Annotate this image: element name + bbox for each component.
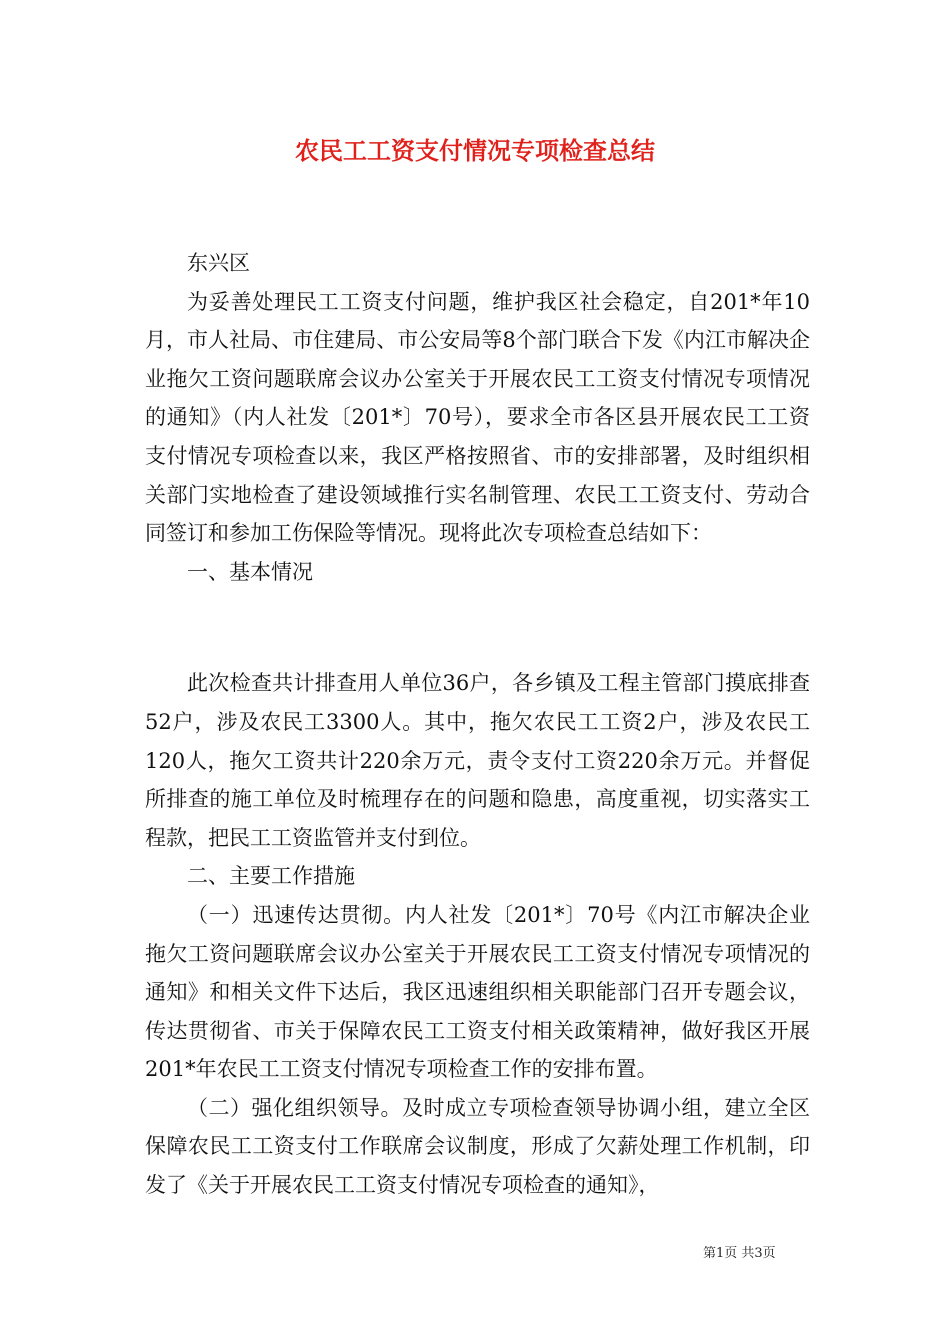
section-heading-basic: 一、基本情况 — [187, 559, 313, 584]
measure-paragraph-2: （二）强化组织领导。及时成立专项检查领导协调小组，建立全区保障农民工工资支付工作联席会议制度，形成了欠薪处理工作机制，印发了《关于开展农民工工资支付情况专项检查的通知》， — [145, 1095, 810, 1198]
measure-paragraph-1: （一）迅速传达贯彻。内人社发〔201*〕70号《内江市解决企业拖欠工资问题联席会议办公室关于开展农民工工资支付情况专项情况的通知》和相关文件下达后，我区迅速组织相关职能部门召开专题会议，传达贯彻省、市关于保障农民工工资支付相关政策精神，做好我区开展201*年农民工工资支付情况专项检查工作的安排布置。 — [145, 902, 810, 1082]
page-number: 第1页 共3页 — [703, 1246, 776, 1261]
document-title: 农民工工资支付情况专项检查总结 — [295, 136, 655, 165]
district-name: 东兴区 — [187, 251, 250, 275]
basic-situation-paragraph: 此次检查共计排查用人单位36户，各乡镇及工程主管部门摸底排查52户，涉及农民工3300人。其中，拖欠农民工工资2户，涉及农民工120人，拖欠工资共计220余万元，责令支付工资220余万元。并督促所排查的施工单位及时梳理存在的问题和隐患，高度重视，切实落实工程款，把民工工资监管并支付到位。 — [145, 671, 810, 850]
section-spacer — [145, 591, 810, 664]
section-heading-measures: 二、主要工作措施 — [187, 864, 355, 889]
intro-paragraph: 为妥善处理民工工资支付问题，维护我区社会稳定，自201*年10月，市人社局、市住建局、市公安局等8个部门联合下发《内江市解决企业拖欠工资问题联席会议办公室关于开展农民工工资支付情况专项情况的通知》（内人社发〔201*〕70号），要求全市各区县开展农民工工资支付情况专项检查以来，我区严格按照省、市的安排部署，及时组织相关部门实地检查了建设领域推行实名制管理、农民工工资支付、劳动合同签订和参加工伤保险等情况。现将此次专项检查总结如下： — [145, 289, 810, 546]
document-body — [145, 244, 810, 1205]
